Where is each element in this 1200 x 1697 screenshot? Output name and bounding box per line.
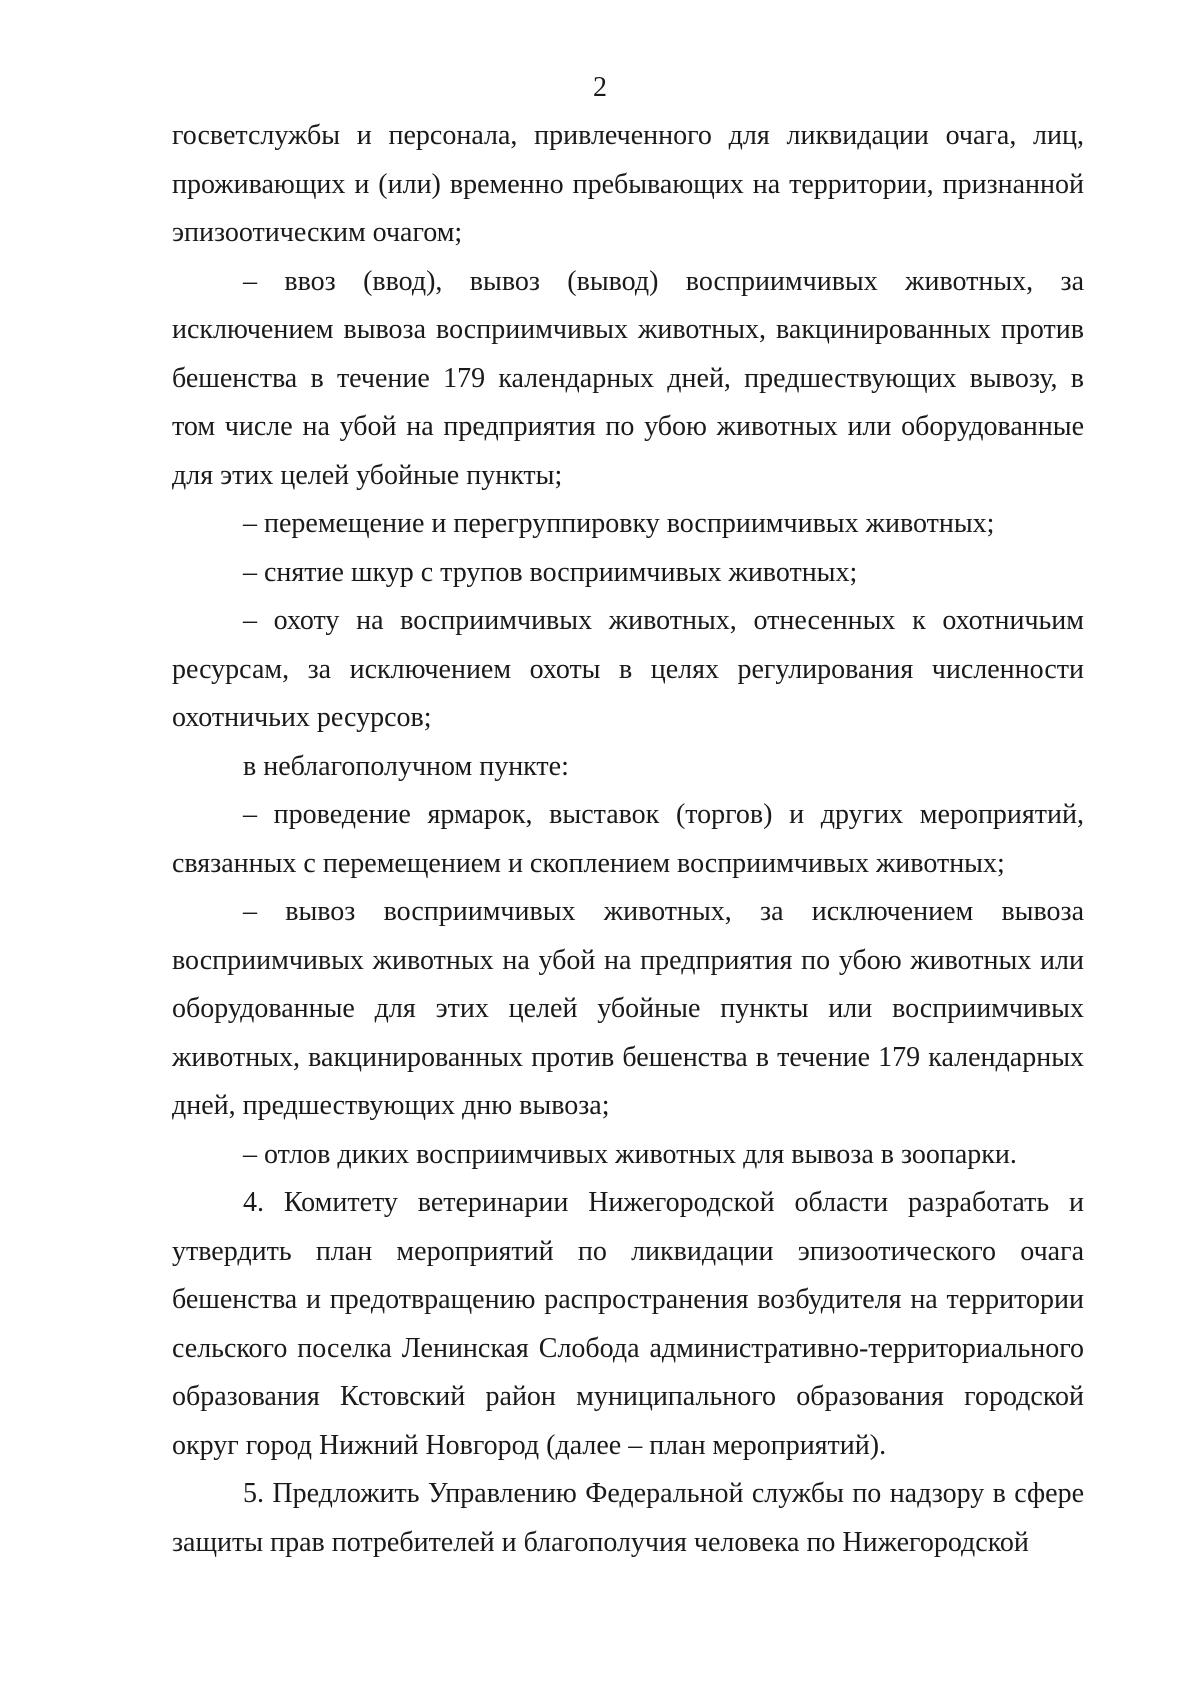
paragraph: – перемещение и перегруппировку восприимчивых животных; xyxy=(243,508,995,539)
paragraph: 4. Комитету ветеринарии Нижегородской области разработать и утвердить план мероприятий по ликвидации эпизоотического очага бешенства и предотвращению распространения возбудителя на территории сельского поселка Ленинская Слобода административно-территориального образования Кстовский район муниципального образования городской округ город Нижний Новгород (далее – план мероприятий). xyxy=(172,1187,1084,1461)
paragraph: – проведение ярмарок, выставок (торгов) и других мероприятий, связанных с перемещением и скоплением восприимчивых животных; xyxy=(172,799,1084,879)
paragraph: 5. Предложить Управлению Федеральной службы по надзору в сфере защиты прав потребителей и благополучия человека по Нижегородской xyxy=(172,1478,1084,1558)
paragraph: – отлов диких восприимчивых животных для вывоза в зоопарки. xyxy=(243,1138,1017,1170)
paragraph: – охоту на восприимчивых животных, отнесенных к охотничьим ресурсам, за исключением охоты в целях регулирования численности охотничьих ресурсов; xyxy=(172,605,1084,733)
paragraph: госветслужбы и персонала, привлеченного для ликвидации очага, лиц, проживающих и (или) временно пребывающих на территории, признанной эпизоотическим очагом; xyxy=(172,120,1084,248)
paragraph: в неблагополучном пункте: xyxy=(243,750,569,782)
paragraph: – ввоз (ввод), вывоз (вывод) восприимчивых животных, за исключением вывоза восприимчивых животных, вакцинированных против бешенства в течение 179 календарных дней, предшествующих вывозу, в том числе на убой на предприятия по убою животных или оборудованные для этих целей убойные пункты; xyxy=(172,265,1084,491)
paragraph: – снятие шкур с трупов восприимчивых животных; xyxy=(243,556,858,588)
paragraph: – вывоз восприимчивых животных, за исключением вывоза восприимчивых животных на убой на предприятия по убою животных или оборудованные для этих целей убойные пункты или восприимчивых животных, вакцинированных против бешенства в течение 179 календарных дней, предшествующих дню вывоза; xyxy=(172,896,1084,1121)
document-body xyxy=(172,112,1084,1567)
page-number: 2 xyxy=(593,72,607,103)
